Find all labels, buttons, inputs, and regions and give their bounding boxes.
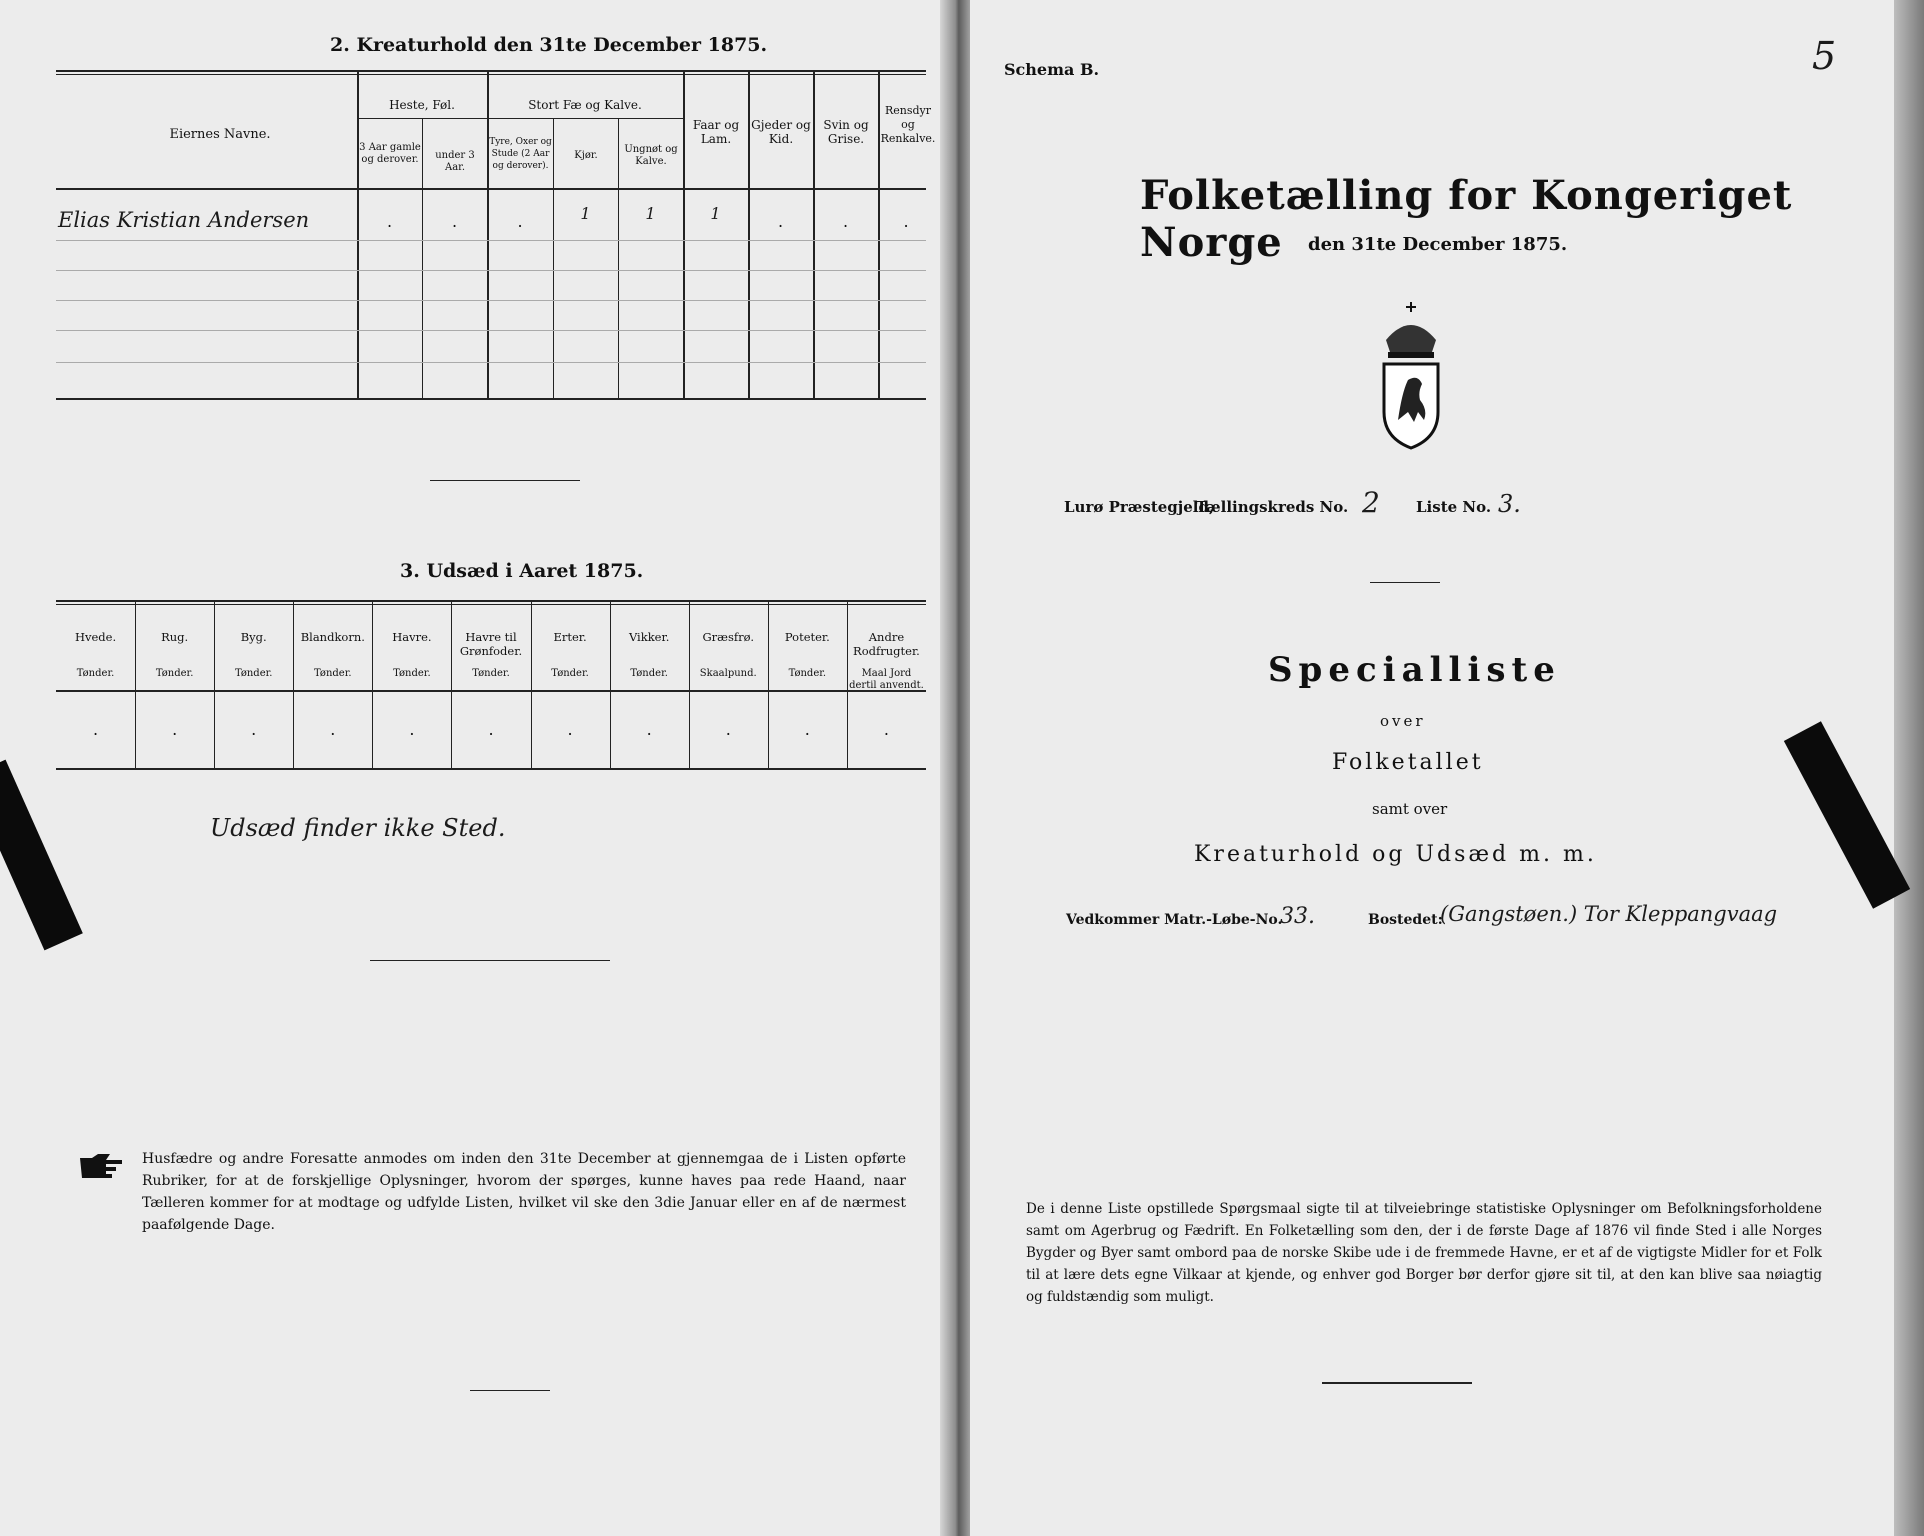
seed-col-name: Vikker. (628, 630, 670, 644)
livestock-value: . (451, 212, 458, 231)
seed-value: . (330, 720, 336, 739)
seed-col-unit: Tønder. (393, 668, 431, 679)
book-gutter (940, 0, 974, 1536)
seed-col-unit: Tønder. (472, 668, 510, 679)
seed-value: . (567, 720, 573, 739)
livestock-owner: Elias Kristian Andersen (58, 208, 310, 232)
seed-col-unit: Tønder. (788, 668, 827, 679)
short-divider (470, 1390, 550, 1391)
livestock-value: . (386, 212, 393, 231)
seed-value: . (646, 720, 652, 739)
matr-label: Vedkommer Matr.-Løbe-No. (1066, 912, 1283, 928)
seed-col-name: Poteter. (784, 630, 830, 644)
seed-col-divider (689, 602, 690, 768)
seed-value: . (251, 720, 257, 739)
seed-col-unit: Tønder. (234, 668, 273, 679)
list-value: 3. (1498, 490, 1521, 518)
district-value: 2 (1362, 486, 1380, 519)
seed-col-name: Græsfrø. (702, 630, 755, 644)
seed-col-name: Erter. (553, 630, 587, 644)
livestock-value: 1 (645, 204, 656, 223)
over-text: over (1380, 712, 1426, 730)
col-divider (422, 118, 423, 398)
col-divider (618, 118, 619, 398)
seed-col-divider (610, 602, 611, 768)
seed-col-unit: Tønder. (314, 668, 352, 679)
livestock-value: 1 (580, 204, 591, 223)
table-bottom-rule (56, 398, 926, 400)
col-horse-old: 3 Aar gamle og derover. (359, 142, 421, 165)
main-title: Folketælling for Kongeriget Norge (1140, 172, 1793, 266)
short-divider (370, 960, 610, 961)
owner-header: Eiernes Navne. (169, 127, 271, 142)
livestock-value: . (903, 212, 909, 231)
seed-col-name: Byg. (240, 630, 267, 644)
livestock-value: . (777, 212, 784, 231)
seed-col-name: Havre. (392, 630, 432, 644)
left-page (0, 0, 948, 1536)
seed-col-unit: Tønder. (630, 668, 668, 679)
list-label: Liste No. (1416, 498, 1492, 516)
right-page (970, 0, 1924, 1536)
seed-col-divider (135, 602, 136, 768)
col-sheep: Faar og Lam. (692, 118, 740, 146)
seed-col-divider (768, 602, 769, 768)
seed-value: . (172, 720, 178, 739)
seed-col-unit: Maal Jord dertil anvendt. (849, 668, 924, 691)
seed-col-divider (293, 602, 294, 768)
folketallet-text: Folketallet (1332, 750, 1484, 775)
page-number: 5 (1812, 34, 1837, 78)
table-header-rule (56, 188, 926, 190)
seed-col-name: Rug. (161, 630, 189, 644)
row-rule (56, 240, 926, 241)
row-rule (56, 330, 926, 331)
cattle-group-rule (487, 118, 683, 119)
cattle-group-header: Stort Fæ og Kalve. (528, 98, 642, 112)
district-label: Tællingskreds No. (1196, 498, 1349, 516)
bostedet-value: (Gangstøen.) Tor Kleppangvaag (1440, 902, 1778, 926)
matr-value: 33. (1280, 904, 1315, 929)
seed-col-unit: Skaalpund. (699, 668, 757, 679)
col-bulls: Tyre, Oxer og Stude (2 Aar og derover). (489, 137, 552, 171)
handwritten-note: Udsæd finder ikke Sted. (210, 814, 506, 842)
section2-title: 2. Kreaturhold den 31te December 1875. (330, 34, 768, 56)
seed-value: . (725, 720, 731, 739)
seed-top-rule (56, 600, 926, 602)
seed-col-name: Havre til Grønfoder. (459, 630, 523, 658)
schema-label: Schema B. (1004, 60, 1100, 79)
livestock-value: 1 (710, 204, 721, 223)
row-rule (56, 300, 926, 301)
seed-col-divider (214, 602, 215, 768)
col-pigs: Svin og Grise. (823, 118, 869, 146)
seed-col-unit: Tønder. (551, 668, 589, 679)
seed-value: . (92, 720, 99, 739)
col-goats: Gjeder og Kid. (751, 118, 811, 146)
seed-top-rule-2 (56, 604, 926, 605)
col-horse-young: under 3 Aar. (435, 150, 475, 173)
seed-col-divider (451, 602, 452, 768)
row-rule (56, 362, 926, 363)
col-cows: Kjør. (574, 150, 598, 161)
short-divider (1322, 1382, 1472, 1384)
page-edge (1894, 0, 1924, 1536)
short-divider (1370, 582, 1440, 583)
col-divider (487, 72, 489, 398)
col-reindeer: Rensdyr og Renkalve. (880, 104, 936, 145)
seed-col-divider (372, 602, 373, 768)
kreaturhold-text: Kreaturhold og Udsæd m. m. (1194, 842, 1597, 867)
seed-value: . (409, 720, 415, 739)
special-title: Specialliste (1268, 650, 1561, 690)
livestock-value: . (842, 212, 849, 231)
row-rule (56, 270, 926, 271)
intro-paragraph: De i denne Liste opstillede Spørgsmaal sigte til at tilveiebringe statistiske Oplysninger om Befolkningsforholdene samt om Agerbrug og Fædrift. En Folketælling som den, der i de første Dage af 1876 vil finde Sted i alle Norges Bygder og Byer samt ombord paa de norske Skibe ude i de fremmede Havne, er et af de vigtigste Midler for et Folk til at lære dets egne Vilkaar at kjende, og enhver god Borger bør derfor gjøre sit til, at den kan blive saa nøiagtig og fuldstændig som muligt. (1026, 1201, 1822, 1305)
seed-header-rule (56, 690, 926, 692)
table-top-rule-2 (56, 74, 926, 75)
horse-group-header: Heste, Føl. (389, 98, 455, 112)
bostedet-label: Bostedet: (1368, 912, 1443, 928)
seed-col-unit: Tønder. (76, 668, 115, 679)
footer-note: Husfædre og andre Foresatte anmodes om inden den 31te December at gjennemgaa de i Listen opførte Rubriker, for at de forskjellige Oplysninger, hvorom der spørges, kunne haves paa rede Haand, naar Tælleren kommer for at modtage og udfylde Listen, hvilket vil ske den 3die Januar eller en af de nærmest paafølgende Dage. (142, 1151, 906, 1233)
seed-col-name: Andre Rodfrugter. (853, 630, 920, 658)
seed-col-unit: Tønder. (155, 668, 194, 679)
col-divider (357, 72, 359, 398)
coat-of-arms-icon (1372, 300, 1450, 450)
samt-over-text: samt over (1372, 800, 1448, 818)
col-young-cattle: Ungnøt og Kalve. (624, 144, 678, 167)
seed-bottom-rule (56, 768, 926, 770)
seed-col-name: Hvede. (74, 630, 117, 644)
seed-col-name: Blandkorn. (300, 630, 365, 644)
table-top-rule (56, 70, 926, 72)
livestock-value: . (517, 212, 523, 231)
parish-label: Lurø Præstegjeld, (1064, 498, 1215, 516)
seed-value: . (883, 720, 889, 739)
col-divider (553, 118, 554, 398)
short-divider (430, 480, 580, 481)
seed-col-divider (531, 602, 532, 768)
section3-title: 3. Udsæd i Aaret 1875. (400, 560, 644, 582)
subtitle: den 31te December 1875. (1308, 234, 1568, 255)
seed-value: . (488, 720, 494, 739)
pointing-hand-icon (78, 1152, 124, 1178)
seed-value: . (804, 720, 810, 739)
